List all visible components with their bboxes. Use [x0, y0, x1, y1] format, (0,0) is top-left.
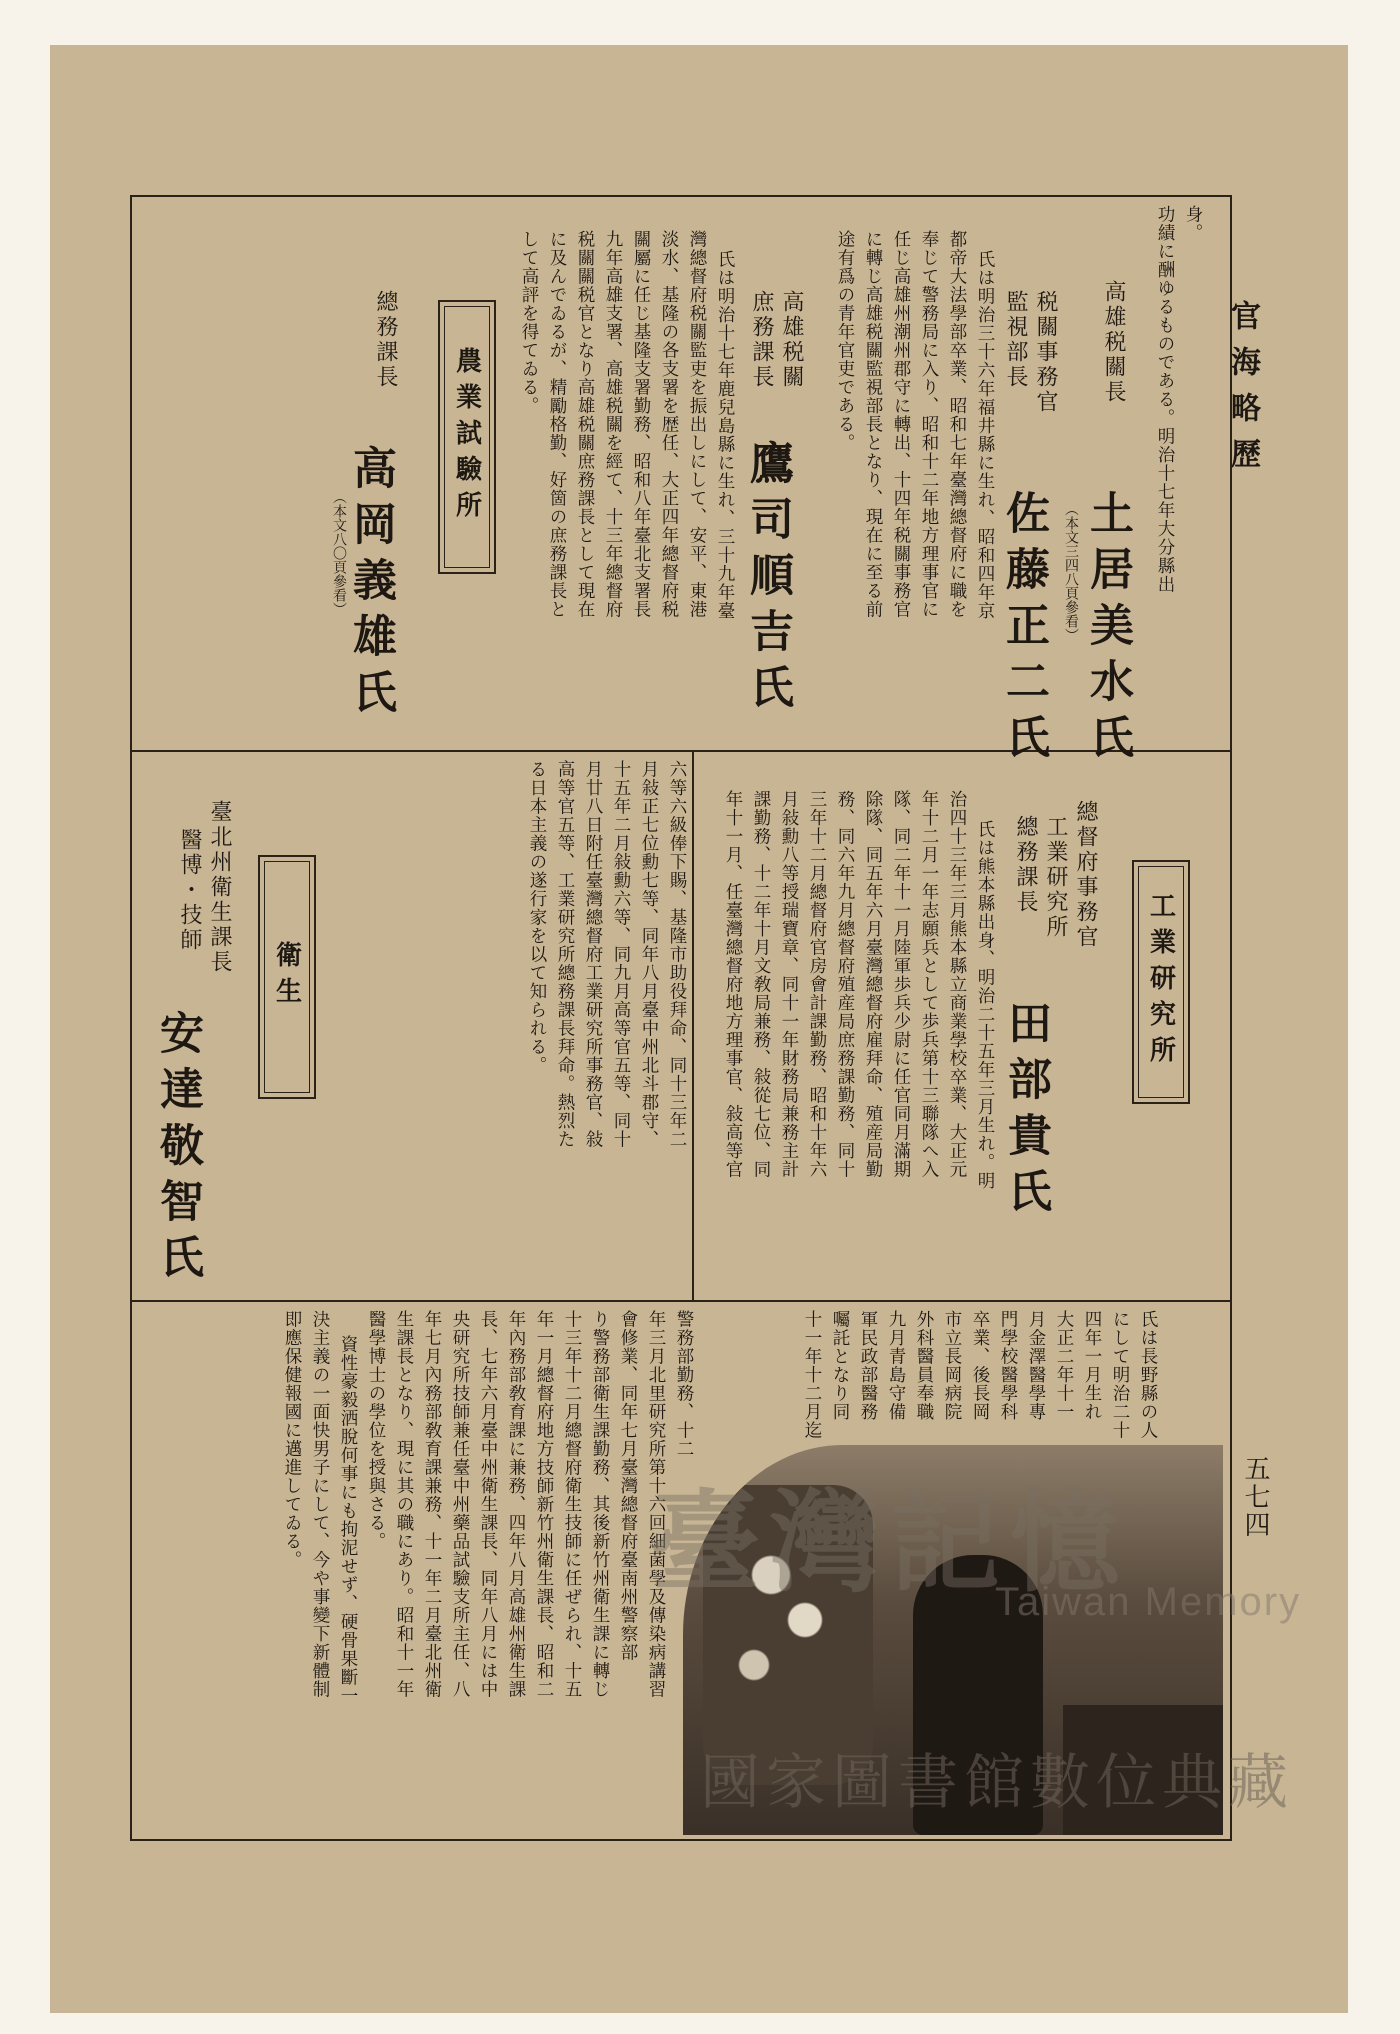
- takashi-title-1: 高雄税關: [779, 290, 804, 390]
- tabe-body-15: 高等官五等、工業研究所總務課長拜命。熱烈た: [555, 760, 575, 1149]
- tabe-body-16: る日本主義の遂行家を以て知られる。: [527, 760, 547, 1075]
- tabe-body-12: 月敍正七位勳七等、同年八月臺中州北斗郡守、: [639, 760, 659, 1149]
- adachi-body-10: 年七月內務部敎育課兼務、十一年二月臺北州衛: [422, 1310, 442, 1699]
- takashi-body-8: して高評を得てゐる。: [519, 230, 539, 415]
- adachi-body-1: 警務部勤務、十二: [674, 1310, 694, 1458]
- adachi-body-4: り警務部衛生課勤務、其後新竹州衛生課に轉じ: [590, 1310, 610, 1699]
- takaoka-name: 高岡義雄氏: [345, 445, 396, 725]
- tsuchii-ref: （本文三四八頁參看）: [1063, 502, 1079, 642]
- adachi-short-8: 市立長岡病院: [942, 1310, 962, 1421]
- sato-body-4: 任じ高雄州潮州郡守に轉出、十四年税關事務官: [891, 230, 911, 619]
- tabe-body-3: 年十二月一年志願兵として歩兵第十三聯隊へ入: [919, 790, 939, 1179]
- adachi-body-3: 會修業、同年七月臺灣總督府臺南州警察部: [618, 1310, 638, 1662]
- carryover-line-2: 功績に酬ゆるものである。明治十七年大分縣出: [1155, 205, 1175, 594]
- adachi-short-13: 十一年十二月迄: [802, 1310, 822, 1440]
- takashi-body-1: 氏は明治十七年鹿兒島縣に生れ、三十九年臺: [715, 250, 735, 620]
- tabe-body-1: 氏は熊本縣出身、明治二十五年三月生れ。明: [975, 820, 995, 1190]
- running-title: 官海略歷: [1225, 300, 1260, 484]
- adachi-short-1: 氏は長野縣の人: [1138, 1310, 1158, 1440]
- tabe-body-4: 隊、同二年十一月陸軍歩兵少尉に任官同月滿期: [891, 790, 911, 1179]
- section-box-industry: [1132, 860, 1190, 1104]
- tabe-body-2: 治四十三年三月熊本縣立商業學校卒業、大正元: [947, 790, 967, 1179]
- adachi-short-9: 外科醫員奉職: [914, 1310, 934, 1421]
- adachi-body-6: 年一月總督府地方技師新竹州衛生課長、昭和二: [534, 1310, 554, 1699]
- tabe-body-10: 年十一月、任臺灣總督府地方理事官、敍高等官: [723, 790, 743, 1179]
- sato-body-5: に轉じ高雄税關監視部長となり、現在に至る前: [863, 230, 883, 619]
- divider-upper: [130, 750, 1230, 752]
- tabe-title-1: 總督府事務官: [1073, 800, 1098, 950]
- tabe-body-9: 課勤務、十二年十月文敎局兼務、敍從七位、同: [751, 790, 771, 1179]
- takashi-body-6: 税關關税官となり高雄税關庶務課長として現在: [575, 230, 595, 619]
- tabe-name: 田部貴氏: [1000, 1000, 1051, 1224]
- tabe-body-5: 除隊、同五年六月臺灣總督府雇拜命、殖産局勤: [863, 790, 883, 1179]
- section-title-hygiene: 衛生: [264, 861, 310, 1093]
- takashi-body-3: 淡水、基隆の各支署を歴任、大正四年總督府税: [659, 230, 679, 619]
- sato-title-2: 監視部長: [1003, 290, 1028, 390]
- adachi-short-4: 大正二年十一: [1054, 1310, 1074, 1421]
- tabe-title-2: 工業研究所: [1043, 815, 1068, 940]
- adachi-title-2: 醫博・技師: [177, 828, 202, 953]
- adachi-short-2: にして明治二十: [1110, 1310, 1130, 1440]
- tabe-body-6: 務、同六年九月總督府殖産局庶務課勤務、同十: [835, 790, 855, 1179]
- tabe-body-11: 六等六級俸下賜、基隆市助役拜命、同十三年二: [667, 760, 687, 1149]
- tsuchii-title: 高雄税關長: [1101, 280, 1126, 405]
- page-number: 五七四: [1240, 1455, 1270, 1539]
- adachi-short-6: 門學校醫學科: [998, 1310, 1018, 1421]
- adachi-short-7: 卒業、後長岡: [970, 1310, 990, 1421]
- takaoka-title: 總務課長: [373, 290, 398, 390]
- adachi-short-5: 月金澤醫學專: [1026, 1310, 1046, 1421]
- adachi-body-8: 長、七年六月臺中州衛生課長、同年八月には中: [478, 1310, 498, 1699]
- tabe-body-13: 十五年二月敍勳六等、同九月高等官五等、同十: [611, 760, 631, 1149]
- tsuchii-name: 土居美水氏: [1082, 490, 1133, 770]
- carryover-line-1: 身。: [1183, 205, 1203, 242]
- tabe-body-7: 三年十二月總督府官房會計課勤務、昭和十年六: [807, 790, 827, 1179]
- adachi-body-5: 十三年十二月總督府衛生技師に任ぜられ、十五: [562, 1310, 582, 1699]
- adachi-body-9: 央研究所技師兼任臺中州藥品試驗支所主任、八: [450, 1310, 470, 1699]
- sato-body-3: 奉じて警務局に入り、昭和十二年地方理事官に: [919, 230, 939, 619]
- adachi-body-12: 醫學博士の學位を授與さる。: [366, 1310, 386, 1551]
- takashi-body-7: に及んでゐるが、精勵格勤、好箇の庶務課長と: [547, 230, 567, 619]
- section-title-agri: 農業試驗所: [444, 306, 490, 568]
- takashi-name: 鷹司順吉氏: [742, 440, 793, 720]
- sato-name: 佐藤正二氏: [998, 490, 1049, 770]
- takashi-body-2: 灣總督府税關監吏を振出しにして、安平、東港: [687, 230, 707, 619]
- adachi-body-2: 年三月北里研究所第十六回細菌學及傳染病講習: [646, 1310, 666, 1699]
- section-title-industry: 工業研究所: [1138, 866, 1184, 1098]
- takaoka-ref: （本文八〇頁參看）: [331, 490, 347, 616]
- watermark-main: 臺灣記憶: [650, 1478, 1130, 1607]
- takashi-body-4: 關屬に任じ基隆支署勤務、昭和八年臺北支署長: [631, 230, 651, 619]
- adachi-body-14: 決主義の一面快男子にして、今や事變下新體制: [310, 1310, 330, 1699]
- adachi-body-11: 生課長となり、現に其の職にあり。昭和十一年: [394, 1310, 414, 1699]
- section-box-hygiene: [258, 855, 316, 1099]
- watermark-sub: 國家圖書館數位典藏: [700, 1748, 1294, 1818]
- sato-body-1: 氏は明治三十六年福井縣に生れ、昭和四年京: [975, 250, 995, 620]
- divider-lower: [130, 1300, 1230, 1302]
- adachi-name: 安達敬智氏: [152, 1010, 203, 1290]
- watermark-english: Taiwan Memory: [995, 1580, 1302, 1624]
- sato-title-1: 税關事務官: [1033, 290, 1058, 415]
- adachi-short-11: 軍民政部醫務: [858, 1310, 878, 1421]
- adachi-short-12: 囑託となり同: [830, 1310, 850, 1421]
- tabe-body-8: 月敍勳八等授瑞寶章、同十一年財務局兼務主計: [779, 790, 799, 1179]
- sato-body-6: 途有爲の青年官吏である。: [835, 230, 855, 452]
- adachi-body-7: 年內務部敎育課に兼務、四年八月高雄州衛生課: [506, 1310, 526, 1699]
- adachi-body-15: 即應保健報國に邁進してゐる。: [282, 1310, 302, 1569]
- section-box-agri: [438, 300, 496, 574]
- adachi-short-10: 九月青島守備: [886, 1310, 906, 1421]
- tabe-body-14: 月廿八日附任臺灣總督府工業研究所事務官、敍: [583, 760, 603, 1149]
- sato-body-2: 都帝大法學部卒業、昭和七年臺灣總督府に職を: [947, 230, 967, 619]
- adachi-title-1: 臺北州衛生課長: [207, 800, 232, 975]
- adachi-body-13: 資性豪毅洒脫何事にも拘泥せず、硬骨果斷一: [338, 1335, 358, 1705]
- tabe-title-3: 總務課長: [1013, 815, 1038, 915]
- adachi-short-3: 四年一月生れ: [1082, 1310, 1102, 1421]
- takashi-body-5: 九年高雄支署、高雄税關を經て、十三年總督府: [603, 230, 623, 619]
- divider-middle-vertical: [692, 750, 694, 1300]
- takashi-title-2: 庶務課長: [749, 290, 774, 390]
